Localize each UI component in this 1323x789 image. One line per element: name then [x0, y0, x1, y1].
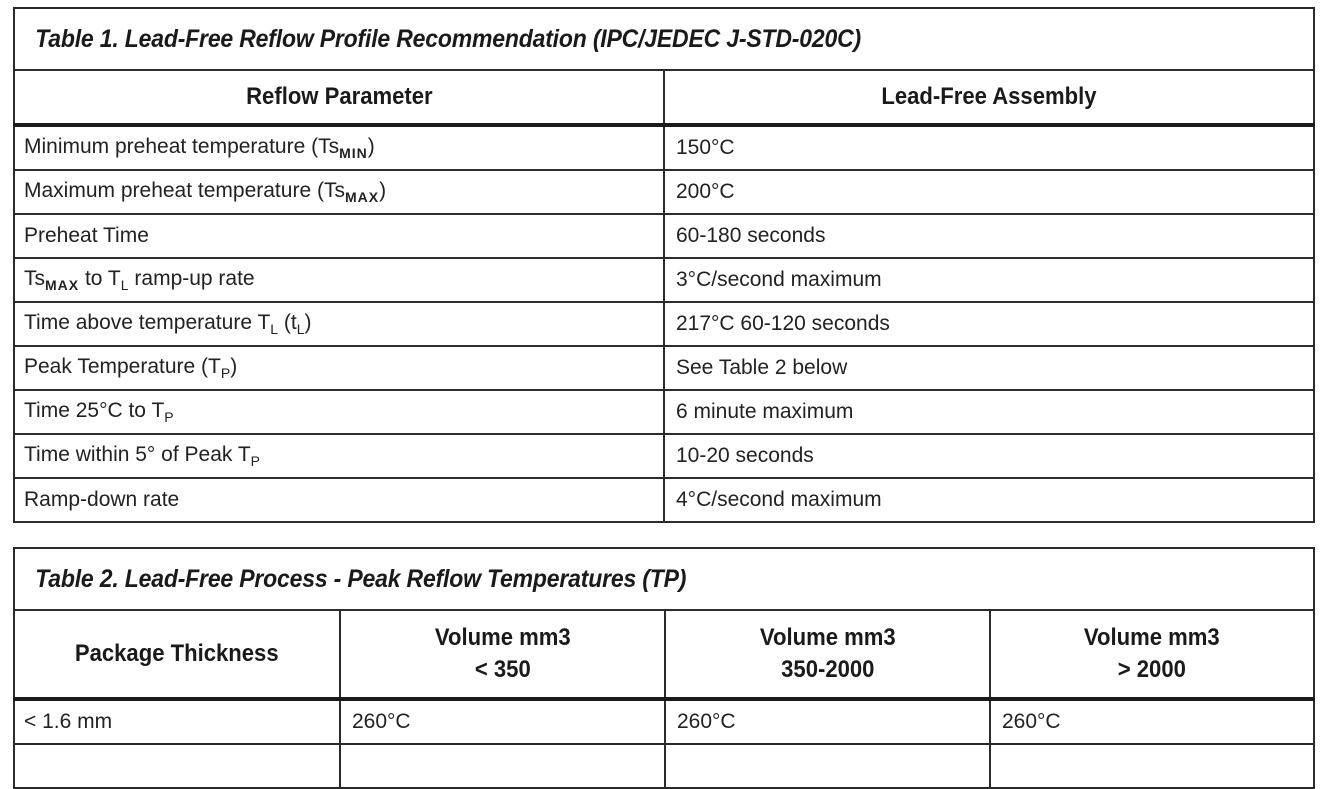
header-volume-350-2000: Volume mm3 350-2000 [665, 610, 990, 699]
thickness-cell: < 1.6 mm [14, 699, 340, 744]
param-cell: Time above temperature $T_L$ $(t_L)$ [14, 302, 664, 346]
table-row [14, 434, 1314, 478]
param-cell: Minimum preheat temperature $(Ts_{MIN})$ [14, 125, 664, 170]
header-lead-free-assembly: Lead-Free Assembly [664, 70, 1314, 125]
value-cell: 10-20 seconds [664, 434, 1314, 478]
peak-reflow-temperatures-table [13, 547, 1315, 789]
temp-cell: 260°C [665, 699, 990, 744]
value-cell: 150°C [664, 125, 1314, 170]
table-row [14, 346, 1314, 390]
value-cell: 60-180 seconds [664, 214, 1314, 258]
temp-cell: 260°C [990, 699, 1314, 744]
param-cell: Preheat Time [14, 214, 664, 258]
value-cell: 200°C [664, 170, 1314, 214]
value-cell: 6 minute maximum [664, 390, 1314, 434]
table-row [14, 214, 1314, 258]
value-cell: 3°C/second maximum [664, 258, 1314, 302]
table2-title: Table 2. Lead-Free Process - Peak Reflow Temperatures (TP) [35, 564, 687, 593]
param-cell: Peak Temperature $(T_P)$ [14, 346, 664, 390]
table-row [14, 258, 1314, 302]
table-row [14, 302, 1314, 346]
table-row [14, 170, 1314, 214]
table-row [14, 125, 1314, 170]
header-package-thickness: Package Thickness [14, 610, 340, 699]
value-cell: 4°C/second maximum [664, 478, 1314, 522]
reflow-profile-table [13, 7, 1315, 523]
param-cell: Maximum preheat temperature $(Ts_{MAX})$ [14, 170, 664, 214]
table-row [14, 478, 1314, 522]
table-row [14, 699, 1314, 744]
param-cell: Time within 5° of Peak $T_P$ [14, 434, 664, 478]
table2-title-cell [14, 548, 1314, 610]
table1-title-cell [14, 8, 1314, 70]
param-cell: Time 25°C to $T_P$ [14, 390, 664, 434]
table1-title: Table 1. Lead-Free Reflow Profile Recommendation (IPC/JEDEC J-STD-020C) [35, 24, 862, 53]
header-volume-lt-350: Volume mm3 < 350 [340, 610, 665, 699]
param-cell: $Ts_{MAX}$ to $T_L$ ramp-up rate [14, 258, 664, 302]
value-cell: See Table 2 below [664, 346, 1314, 390]
header-volume-gt-2000: Volume mm3 > 2000 [990, 610, 1314, 699]
temp-cell: 260°C [340, 699, 665, 744]
header-reflow-parameter: Reflow Parameter [14, 70, 664, 125]
param-cell: Ramp-down rate [14, 478, 664, 522]
value-cell: 217°C 60-120 seconds [664, 302, 1314, 346]
table-row [14, 390, 1314, 434]
